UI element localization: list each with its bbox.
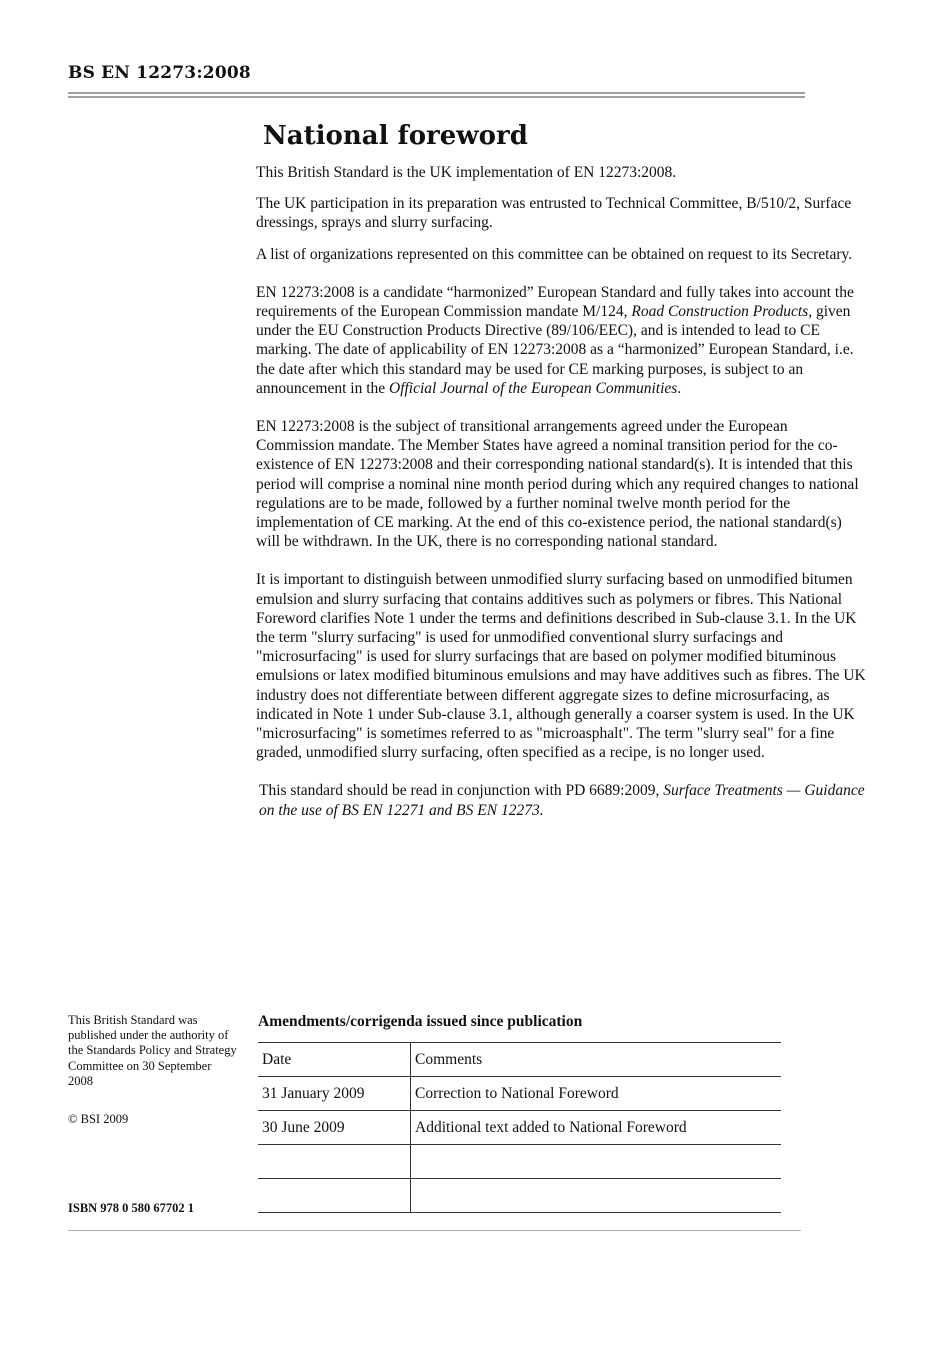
paragraph-3: A list of organizations represented on this committee can be obtained on request to its Secretary. <box>256 245 853 263</box>
p7-italic-reference: Surface Treatments — Guidance on the use of BS EN 12271 and BS EN 12273. <box>259 782 865 819</box>
header-comments: Comments <box>411 1043 782 1077</box>
paragraph-2: The UK participation in its preparation was entrusted to Technical Committee, B/510/2, Surface dressings, sprays and slurry surfacing. <box>256 195 852 232</box>
isbn: ISBN 978 0 580 67702 1 <box>68 1201 195 1215</box>
paragraph-1: This British Standard is the UK implementation of EN 12273:2008. <box>256 164 677 181</box>
p4-text-a: EN 12273:2008 is a candidate “harmonized” European Standard and fully takes into account the requirements of the European Commission mandate M/124, <box>256 283 854 321</box>
row-date <box>258 1145 411 1179</box>
row-comments <box>411 1145 782 1179</box>
table-row <box>258 1179 781 1213</box>
table-header-row <box>258 1043 781 1077</box>
paragraph-7 <box>256 781 866 819</box>
standard-code: BS EN 12273:2008 <box>68 63 251 83</box>
row-comments: Additional text added to National Foreword <box>411 1111 782 1145</box>
row-comments: Correction to National Foreword <box>411 1077 782 1111</box>
paragraph-4 <box>256 283 866 398</box>
table-row <box>258 1145 781 1179</box>
header-rule <box>68 92 805 100</box>
table-row <box>258 1077 781 1111</box>
copyright-note: © BSI 2009 <box>68 1112 129 1126</box>
paragraph-5: EN 12273:2008 is the subject of transitional arrangements agreed under the European Commission mandate. The Member States have agreed a nominal transition period for the co-existence of EN 12273:2008 and their corresponding national standard(s). It is intended that this period will comprise a nominal nine month period during which any required changes to national regulations are to be made, followed by a further nominal twelve month period for the implementation of CE marking. At the end of this co-existence period, the national standard(s) will be withdrawn. In the UK, there is no corresponding national standard. <box>256 418 859 551</box>
p4-italic-journal: Official Journal of the European Communities <box>389 379 678 397</box>
row-date: 31 January 2009 <box>258 1077 411 1111</box>
header-date: Date <box>258 1043 411 1077</box>
p4-text-e: . <box>677 379 682 397</box>
page-title: National foreword <box>263 121 528 151</box>
p7-text-a: This standard should be read in conjunction with PD 6689:2009, <box>259 782 664 800</box>
p4-italic-title: Road Construction Products <box>631 303 809 321</box>
foreword-body <box>256 163 866 820</box>
amendments-table <box>258 1042 781 1213</box>
table-row <box>258 1111 781 1145</box>
amendments-title: Amendments/corrigenda issued since publication <box>258 1013 583 1030</box>
row-comments <box>411 1179 782 1213</box>
footer-rule <box>68 1230 801 1231</box>
row-date: 30 June 2009 <box>258 1111 411 1145</box>
row-date <box>258 1179 411 1213</box>
p4-text-c: , given under the EU Construction Products Directive (89/106/EEC), and is intended to lead to CE marking. The date of applicability of EN 12273:2008 as a “harmonized” European Standard, i.e. the date after which this standard may be used for CE marking purposes, is subject to an announcement in the <box>256 303 854 397</box>
publication-note: This British Standard was published under the authority of the Standards Policy and Strategy Committee on 30 September 2008 <box>68 1013 237 1088</box>
paragraph-6: It is important to distinguish between unmodified slurry surfacing based on unmodified bitumen emulsion and slurry surfacing that contains additives such as polymers or fibres. This National Foreword clarifies Note 1 under the terms and definitions described in Sub-clause 3.1. In the UK the term "slurry surfacing" is used for unmodified conventional slurry surfacings and "microsurfacing" is used for slurry surfacings that are based on polymer modified bituminous emulsions or latex modified bituminous emulsions and may have additives such as fibres. The UK industry does not differentiate between different aggregate sizes to define microsurfacing, as indicated in Note 1 under Sub-clause 3.1, although generally a coarser system is used. In the UK "microsurfacing" is sometimes referred to as "microasphalt". The term "slurry seal" for a fine graded, unmodified slurry surfacing, often specified as a recipe, is no longer used. <box>256 571 866 762</box>
